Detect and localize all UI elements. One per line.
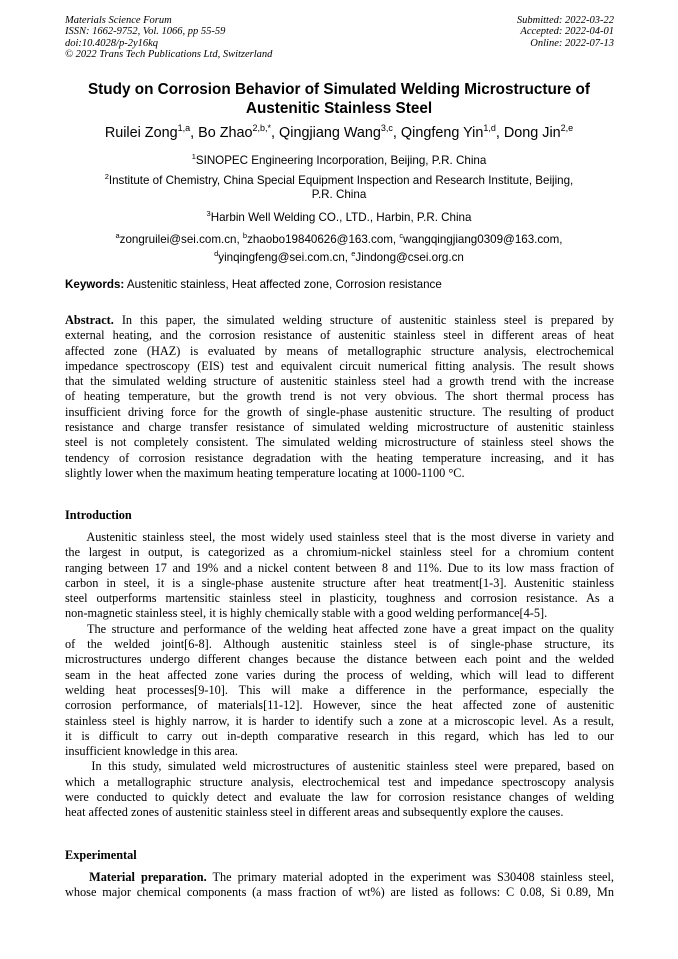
title-line-2: Austenitic Stainless Steel [245,99,433,117]
section-heading-experimental: Experimental [65,848,137,862]
journal-name: Materials Science Forum [65,15,172,26]
dates-info [517,15,614,49]
author-list [40,123,638,141]
issn: ISSN: 1662-9752, Vol. 1066, pp 55-59 [65,26,226,38]
submitted-date: Submitted: 2022-03-22 [516,15,614,26]
keywords [65,278,625,291]
author: Dong Jin$^{2,e}$ [503,123,574,141]
section-heading-introduction: Introduction [65,508,132,522]
paper-title [60,81,618,118]
affiliation-1: $^1$SINOPEC Engineering Incorporation, Beijing, P.R. China [191,152,487,167]
email-list: $^a$zongruilei@sei.com.cn, $^b$zhaobo19840626@163.com, $^c$wangqingjiang0309@163.com, $^d$yinqingfeng@sei.com.cn, $^e$Jindong@csei.org.cn [115,231,563,265]
experimental-body: Material preparation. The primary material adopted in the experiment was S30408 stainless steel, whose major chemical components (a mass fraction of wt%) are listed as follows: C 0.08, Si 0.89, Mn [65,870,615,900]
email-link[interactable]: zongruilei@sei.com.cn, [119,232,243,246]
introduction-body: Austenitic stainless steel, the most widely used stainless steel that is the most diverse in variety and the largest in output, is categorized as a chromium-nickel stainless steel for a chromium content ranging between 17 and 19% and a nickel content between 8 and 11%. Due to its low mass fraction of carbon in steel, it is a single-phase austenite structure after heat treatment[1-3]. Austenitic stainless steel outperforms martensitic stainless steel in plasticity, toughness and corrosion resistance. As a non-magnetic stainless steel, it is highly chemically stable with a good welding performance[4-5]. The structure and performance of the welding heat affected zone have a great impact on the quality of the welded joint[6-8]. Although austenitic stainless steel is of single-phase structure, its microstructures undergo different changes because the distance between each point and the welded seam in the heat affected zone varies during the process of welding, which will lead to different welding heat processes[9-10]. This will make a difference in the performance, especially the corrosion performance, of materials[11-12]. However, since the heat affected zone of austenitic stainless steel is highly narrow, it is harder to identify such a zone at a microscopic level. As a result, it is difficult to carry out in-depth comparative research in this regard, which has led to our insufficient knowledge in this area. In this study, simulated weld microstructures of austenitic stainless steel were prepared, based on which a metallographic structure analysis, electrochemical test and impedance spectroscopy analysis were conducted to quickly detect and evaluate the law for corrosion resistance changes of welding heat affected zones of austenitic stainless steel in different areas and subsequently explore the causes. [65,530,614,820]
author: Bo Zhao$^{2,b,*}$, [198,123,280,141]
subsection-label: Material preparation. [89,870,207,884]
title-line-1: Study on Corrosion Behavior of Simulated Welding Microstructure of [87,81,590,98]
abstract: Abstract. In this paper, the simulated welding structure of austenitic stainless steel is prepared by external heating, and the corrosion resistance of austenitic stainless steel in different areas of heat affected zone (HAZ) is evaluated by means of metallographic structure analysis, electrochemical impedance spectroscopy (EIS) test and equivalent circuit numerical fitting analysis. The result shows that the simulated welding structure of austenitic stainless steel had a growth trend with the increase of heating temperature, but the growth trend is not very obvious. The short thermal process has insufficient driving force for the growth of single-phase austenitic structure. The resulting of product resistance and charge transfer resistance of simulated welding microstructure of austenitic stainless steel is not completely consistent. The simulated welding microstructure of stainless steel shows the tendency of corrosion resistance degradation with the heating temperature increasing, and it has slightly lower when the maximum heating temperature locating at 1000-1100 °C. [65,313,614,480]
author: Qingfeng Yin$^{1,d}$, [400,123,504,141]
affiliation-2: $^2$Institute of Chemistry, China Special Equipment Inspection and Research Institute, Beijing, P.R. China [104,172,574,202]
accepted-date: Accepted: 2022-04-01 [520,26,614,38]
email-link[interactable]: yinqingfeng@sei.com.cn, [218,251,352,265]
copyright: © 2022 Trans Tech Publications Ltd, Switzerland [65,48,273,60]
keywords-text: Austenitic stainless, Heat affected zone, Corrosion resistance [124,278,442,291]
email-link[interactable]: wangqingjiang0309@163.com, [403,232,563,246]
email-link[interactable]: zhaobo19840626@163.com, [247,232,400,246]
author: Ruilei Zong$^{1,a}$, [104,123,199,141]
online-date: Online: 2022-07-13 [530,37,614,49]
email-link[interactable]: Jindong@csei.org.cn [355,251,464,265]
keywords-label: Keywords: [65,278,125,291]
author: Qingjiang Wang$^{3,c}$, [279,123,401,141]
affiliation-3: $^3$Harbin Well Welding CO., LTD., Harbin, P.R. China [206,209,472,224]
abstract-label: Abstract. [65,313,114,327]
doi: doi:10.4028/p-2y16kq [65,37,159,49]
journal-info [65,15,272,60]
